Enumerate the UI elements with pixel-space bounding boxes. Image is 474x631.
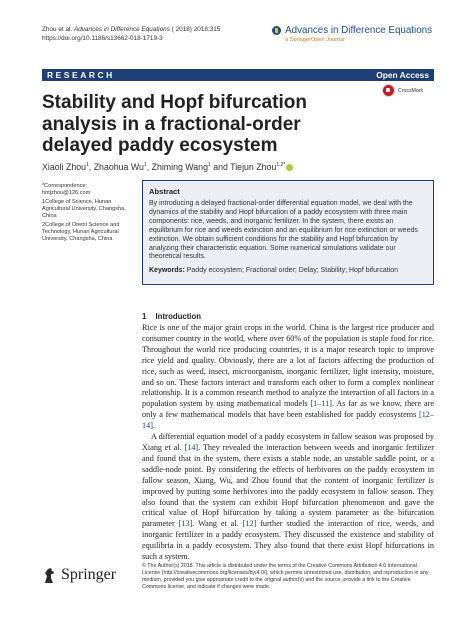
paragraph-text: A differential equation model of a paddy ecosystem in fallow season was proposed by Xiang et al.: [142, 432, 434, 452]
keywords-label: Keywords:: [149, 267, 185, 275]
article-type-banner: [42, 69, 434, 81]
article-title: Stability and Hopf bifurcation analysis in a fractional-order delayed paddy ecosystem: [42, 92, 307, 156]
crossmark-icon: [382, 84, 395, 97]
author-name[interactable]: Xiaoli Zhou: [42, 162, 87, 172]
abstract-text: By introducing a delayed fractional-order differential equation model, we deal with the dynamics of the stability and Hopf bifurcation of a paddy ecosystem with three main components: rice, weeds, and inorganic fertilizer. In the system, there exists an equilibrium for rice and weeds extinction and an equilibrium for rice extinction or weeds extinction. We obtain sufficient conditions for the stability and Hopf bifurcation by analyzing their characteristic equation. Some numerical simulations validate our theoretical results.: [149, 200, 418, 261]
author-name[interactable]: Zhaohua Wu: [93, 162, 144, 172]
author-affiliation-sup: 1: [143, 162, 147, 169]
running-header: [42, 26, 220, 43]
open-access-label: Open Access: [376, 70, 429, 80]
paragraph: [142, 432, 434, 563]
paragraph-text: Rice is one of the major grain crops in the world. China is the largest rice producer and consumer country in the world, where over 60% of the population is staple food for rice. Throughout the world rice producing countries, it is a major research topic to improve rice yield and quality. Obviously, there are a lot of factors affecting the production of rice, such as weed, insect, microorganism, inorganic fertilizer, light intensity, moisture, and so on. These factors interact and transform each other to form a complex nonlinear relationship. It is a common research method to analyze the interaction of all factors in a population system by using mathematical models: [142, 323, 434, 409]
author-list: Xiaoli Zhou$^1$, Zhaohua Wu$^1$, Zhiming Wang$^1$ and Tiejun Zhou$^{1,2*}$: [42, 162, 293, 172]
paragraph: [142, 323, 434, 432]
citation-link[interactable]: [13]: [178, 519, 193, 529]
section-heading: [142, 312, 201, 321]
affiliations: [42, 183, 134, 245]
affiliation-item: 2College of Orient Science and Technology, Hunan Agricultural University, Changsha, China: [42, 222, 120, 242]
paragraph-text: further studied the interaction of rice, weeds, and inorganic fertilizer in a paddy ecosystem. They discussed the existence and stability of equilibria in a paddy ecosystem. They also found that there exist Hopf bifurcations in such a system.: [142, 519, 435, 562]
crossmark-label: CrossMark: [398, 87, 424, 94]
license-statement: © The Author(s) 2018. This article is distributed under the terms of the Creative Commons Attribution 4.0 International License (http://creativecommons.org/licenses/by/4.0/), which permits unrestricted use, distribution, and reproduction in any medium, provided you give appropriate credit to the original author(s) and the source, provide a link to the Creative Commons license, and indicate if changes were made.: [142, 563, 429, 590]
publisher-logo: [42, 566, 116, 584]
abstract-heading: Abstract: [149, 187, 180, 196]
abstract-box: [142, 180, 434, 285]
paragraph-text: . Wang et al.: [192, 519, 243, 529]
paragraph-text: . As far as we know, there are only a few mathematical models that have been established for paddy ecosystems: [142, 399, 434, 420]
citation-link[interactable]: [12–14]: [142, 410, 434, 431]
citation-link[interactable]: [12]: [242, 519, 257, 529]
orcid-icon[interactable]: [286, 164, 293, 171]
section-number: 1: [142, 312, 147, 321]
author-affiliation-sup: 1,2*: [276, 162, 286, 169]
author-name[interactable]: Zhiming Wang: [151, 162, 208, 172]
paragraph-text: .: [152, 421, 155, 431]
paragraph-text: . They revealed the interaction between weeds and inorganic fertilizer and found that in the system, there exists a stable node, an unstable saddle point, or a saddle-node point. By considering the effects of herbivores on the paddy ecosystem in fallow season, Xiang, Wu, and Zhou found that the content of inorganic fertilizer is improved by putting some herbivores into the paddy ecosystem in fallow season. They also found that the system can exhibit Hopf bifurcation phenomenon and gave the critical value of Hopf bifurcation by taking a system parameter as the bifurcation parameter: [142, 442, 435, 529]
citation-link[interactable]: [1–11]: [310, 399, 332, 409]
author-name[interactable]: Tiejun Zhou: [230, 162, 277, 172]
author-affiliation-sup: 1: [86, 162, 89, 169]
section-title: Introduction: [155, 312, 201, 321]
body-text: [142, 323, 434, 563]
correspondence: *Correspondence: hntjzhou@126.com: [42, 183, 91, 196]
journal-brand: [272, 25, 432, 43]
springeropen-logo-icon: [272, 26, 281, 35]
citation-link[interactable]: [14]: [184, 442, 199, 452]
brand-subtitle: a SpringerOpen Journal: [285, 37, 345, 43]
citation-prefix: Zhou et al.: [42, 26, 73, 33]
affiliation-item: 1College of Science, Hunan Agricultural University, Changsha, China: [42, 199, 126, 219]
keywords: [149, 267, 427, 276]
doi-link[interactable]: https://doi.org/10.1186/s13662-018-1719-3: [42, 34, 163, 42]
author-affiliation-sup: 1: [207, 162, 211, 169]
article-type-label: RESEARCH: [47, 70, 115, 80]
brand-name: Advances in Difference Equations: [285, 25, 432, 36]
publisher-name: Springer: [61, 566, 117, 583]
springer-horse-icon: [42, 567, 56, 584]
journal-name: Advances in Difference Equations: [73, 26, 170, 33]
citation-suffix: ( 2018) 2018:315: [171, 26, 221, 33]
keywords-list: Paddy ecosystem; Fractional order; Delay; Stability; Hopf bifurcation: [186, 267, 399, 275]
crossmark-badge[interactable]: [382, 84, 423, 97]
